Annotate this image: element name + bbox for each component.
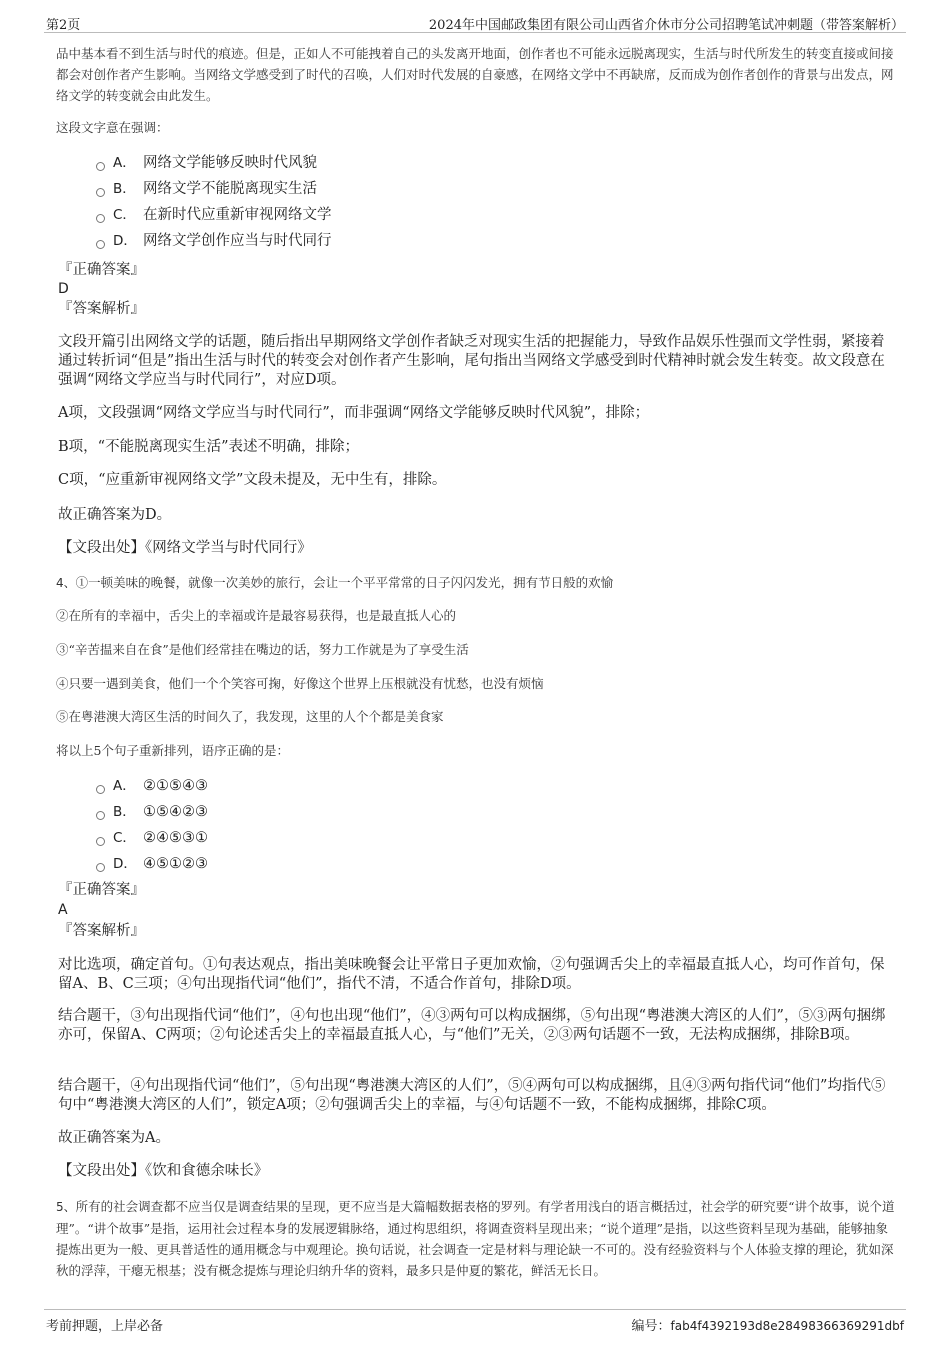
q3-analysis-p4: C项，“应重新审视网络文学”文段未提及，无中生有，排除。	[58, 472, 447, 488]
radio-icon[interactable]	[96, 785, 105, 794]
q3-option-d[interactable]: D． 网络文学创作应当与时代同行	[96, 231, 332, 251]
q3-answer: D	[58, 281, 69, 297]
q4-analysis-label: 『答案解析』	[58, 923, 145, 939]
q3-stem: 这段文字意在强调：	[56, 120, 169, 135]
q4-option-c[interactable]: C． ②④⑤③①	[96, 828, 208, 848]
q4-option-b[interactable]: B． ①⑤④②③	[96, 802, 208, 822]
page-number: 第2页	[46, 18, 81, 33]
footer-code: 编号：fab4f4392193d8e28498366369291dbf	[631, 1319, 904, 1334]
radio-icon[interactable]	[96, 188, 105, 197]
q3-source: 【文段出处】《网络文学当与时代同行》	[58, 540, 312, 556]
radio-icon[interactable]	[96, 240, 105, 249]
radio-icon[interactable]	[96, 214, 105, 223]
q3-analysis-label: 『答案解析』	[58, 301, 145, 317]
radio-icon[interactable]	[96, 811, 105, 820]
q4-analysis-p2: 结合题干，③句出现指代词“他们”，④句也出现“他们”，④③两句可以构成捆绑，⑤句出现“粤港澳大湾区的人们”，⑤③两句捆绑亦可，保留A、C两项；②句论述舌尖上的幸福最直抵人心，与“他们”无关，②③两句话题不一致，无法构成捆绑，排除B项。	[58, 1008, 886, 1043]
q4-sentence-4: ④只要一遇到美食，他们一个个笑容可掬，好像这个世界上压根就没有忧愁，也没有烦恼	[56, 676, 544, 691]
radio-icon[interactable]	[96, 863, 105, 872]
q4-option-d[interactable]: D． ④⑤①②③	[96, 854, 208, 874]
q4-option-a[interactable]: A． ②①⑤④③	[96, 776, 208, 796]
radio-icon[interactable]	[96, 837, 105, 846]
q4-sentence-1: 4、①一顿美味的晚餐，就像一次美妙的旅行，会让一个平平常常的日子闪闪发光，拥有节日般的欢愉	[56, 575, 614, 590]
q4-analysis-p4: 故正确答案为A。	[58, 1130, 170, 1146]
q4-sentence-3: ③“辛苦揾来自在食”是他们经常挂在嘴边的话，努力工作就是为了享受生活	[56, 642, 469, 657]
q4-sentence-5: ⑤在粤港澳大湾区生活的时间久了，我发现，这里的人个个都是美食家	[56, 709, 444, 724]
q5-passage: 5、所有的社会调查都不应当仅是调查结果的呈现，更不应当是大篇幅数据表格的罗列。有学者用浅白的语言概括过，社会学的研究要“讲个故事，说个道理”。“讲个故事”是指，运用社会过程本身的发展逻辑脉络，通过构思组织，将调查资料呈现出来；“说个道理”是指，以这些资料呈现为基础，能够抽象提炼出更为一般、更具普适性的通用概念与中观理论。换句话说，社会调查一定是材料与理论缺一不可的。没有经验资料与个人体验支撑的理论，犹如深秋的浮萍，干瘪无根基；没有概念提炼与理论归纳升华的资料，最多只是仲夏的繁花，鲜活无长日。	[56, 1199, 895, 1278]
q4-sentence-2: ②在所有的幸福中，舌尖上的幸福或许是最容易获得，也是最直抵人心的	[56, 608, 457, 623]
document-title: 2024年中国邮政集团有限公司山西省介休市分公司招聘笔试冲刺题（带答案解析）	[428, 18, 904, 33]
q4-answer-label: 『正确答案』	[58, 882, 145, 898]
q3-analysis-p1: 文段开篇引出网络文学的话题，随后指出早期网络文学创作者缺乏对现实生活的把握能力，导致作品娱乐性强而文学性弱，紧接着通过转折词“但是”指出生活与时代的转变会对创作者产生影响，尾句指出当网络文学感受到时代精神时就会发生转变。故文段意在强调“网络文学应当与时代同行”，对应D项。	[58, 334, 885, 388]
q3-option-c[interactable]: C． 在新时代应重新审视网络文学	[96, 205, 332, 225]
footer-slogan: 考前押题，上岸必备	[46, 1319, 164, 1334]
page-header	[44, 12, 906, 33]
q4-analysis-p3: 结合题干，④句出现指代词“他们”，⑤句出现“粤港澳大湾区的人们”，⑤④两句可以构成捆绑，且④③两句指代词“他们”均指代⑤句中“粤港澳大湾区的人们”，锁定A项；②句强调舌尖上的幸福，与④句话题不一致，不能构成捆绑，排除C项。	[58, 1078, 886, 1113]
q4-source: 【文段出处】《饮和食德余味长》	[58, 1163, 269, 1179]
q3-option-b[interactable]: B． 网络文学不能脱离现实生活	[96, 179, 317, 199]
q4-answer: A	[58, 902, 68, 918]
q3-answer-label: 『正确答案』	[58, 262, 145, 278]
q4-stem: 将以上5个句子重新排列，语序正确的是：	[56, 743, 289, 758]
radio-icon[interactable]	[96, 162, 105, 171]
q3-passage: 品中基本看不到生活与时代的痕迹。但是，正如人不可能拽着自己的头发离开地面，创作者也不可能永远脱离现实，生活与时代所发生的转变直接或间接都会对创作者产生影响。当网络文学感受到了时代的召唤，人们对时代发展的自豪感，在网络文学中不再缺席，反而成为创作者创作的背景与出发点，网络文学的转变就会由此发生。	[56, 46, 894, 103]
q3-analysis-p2: A项，文段强调“网络文学应当与时代同行”，而非强调“网络文学能够反映时代风貌”，排除；	[58, 405, 650, 421]
q4-analysis-p1: 对比选项，确定首句。①句表达观点，指出美味晚餐会让平常日子更加欢愉，②句强调舌尖上的幸福最直抵人心，均可作首句，保留A、B、C三项；④句出现指代词“他们”，指代不清，不适合作首句，排除D项。	[58, 957, 885, 992]
q3-analysis-p3: B项，“不能脱离现实生活”表述不明确，排除；	[58, 439, 359, 455]
q3-analysis-p5: 故正确答案为D。	[58, 507, 172, 523]
page-footer	[44, 1309, 906, 1334]
q3-option-a[interactable]: A． 网络文学能够反映时代风貌	[96, 153, 317, 173]
